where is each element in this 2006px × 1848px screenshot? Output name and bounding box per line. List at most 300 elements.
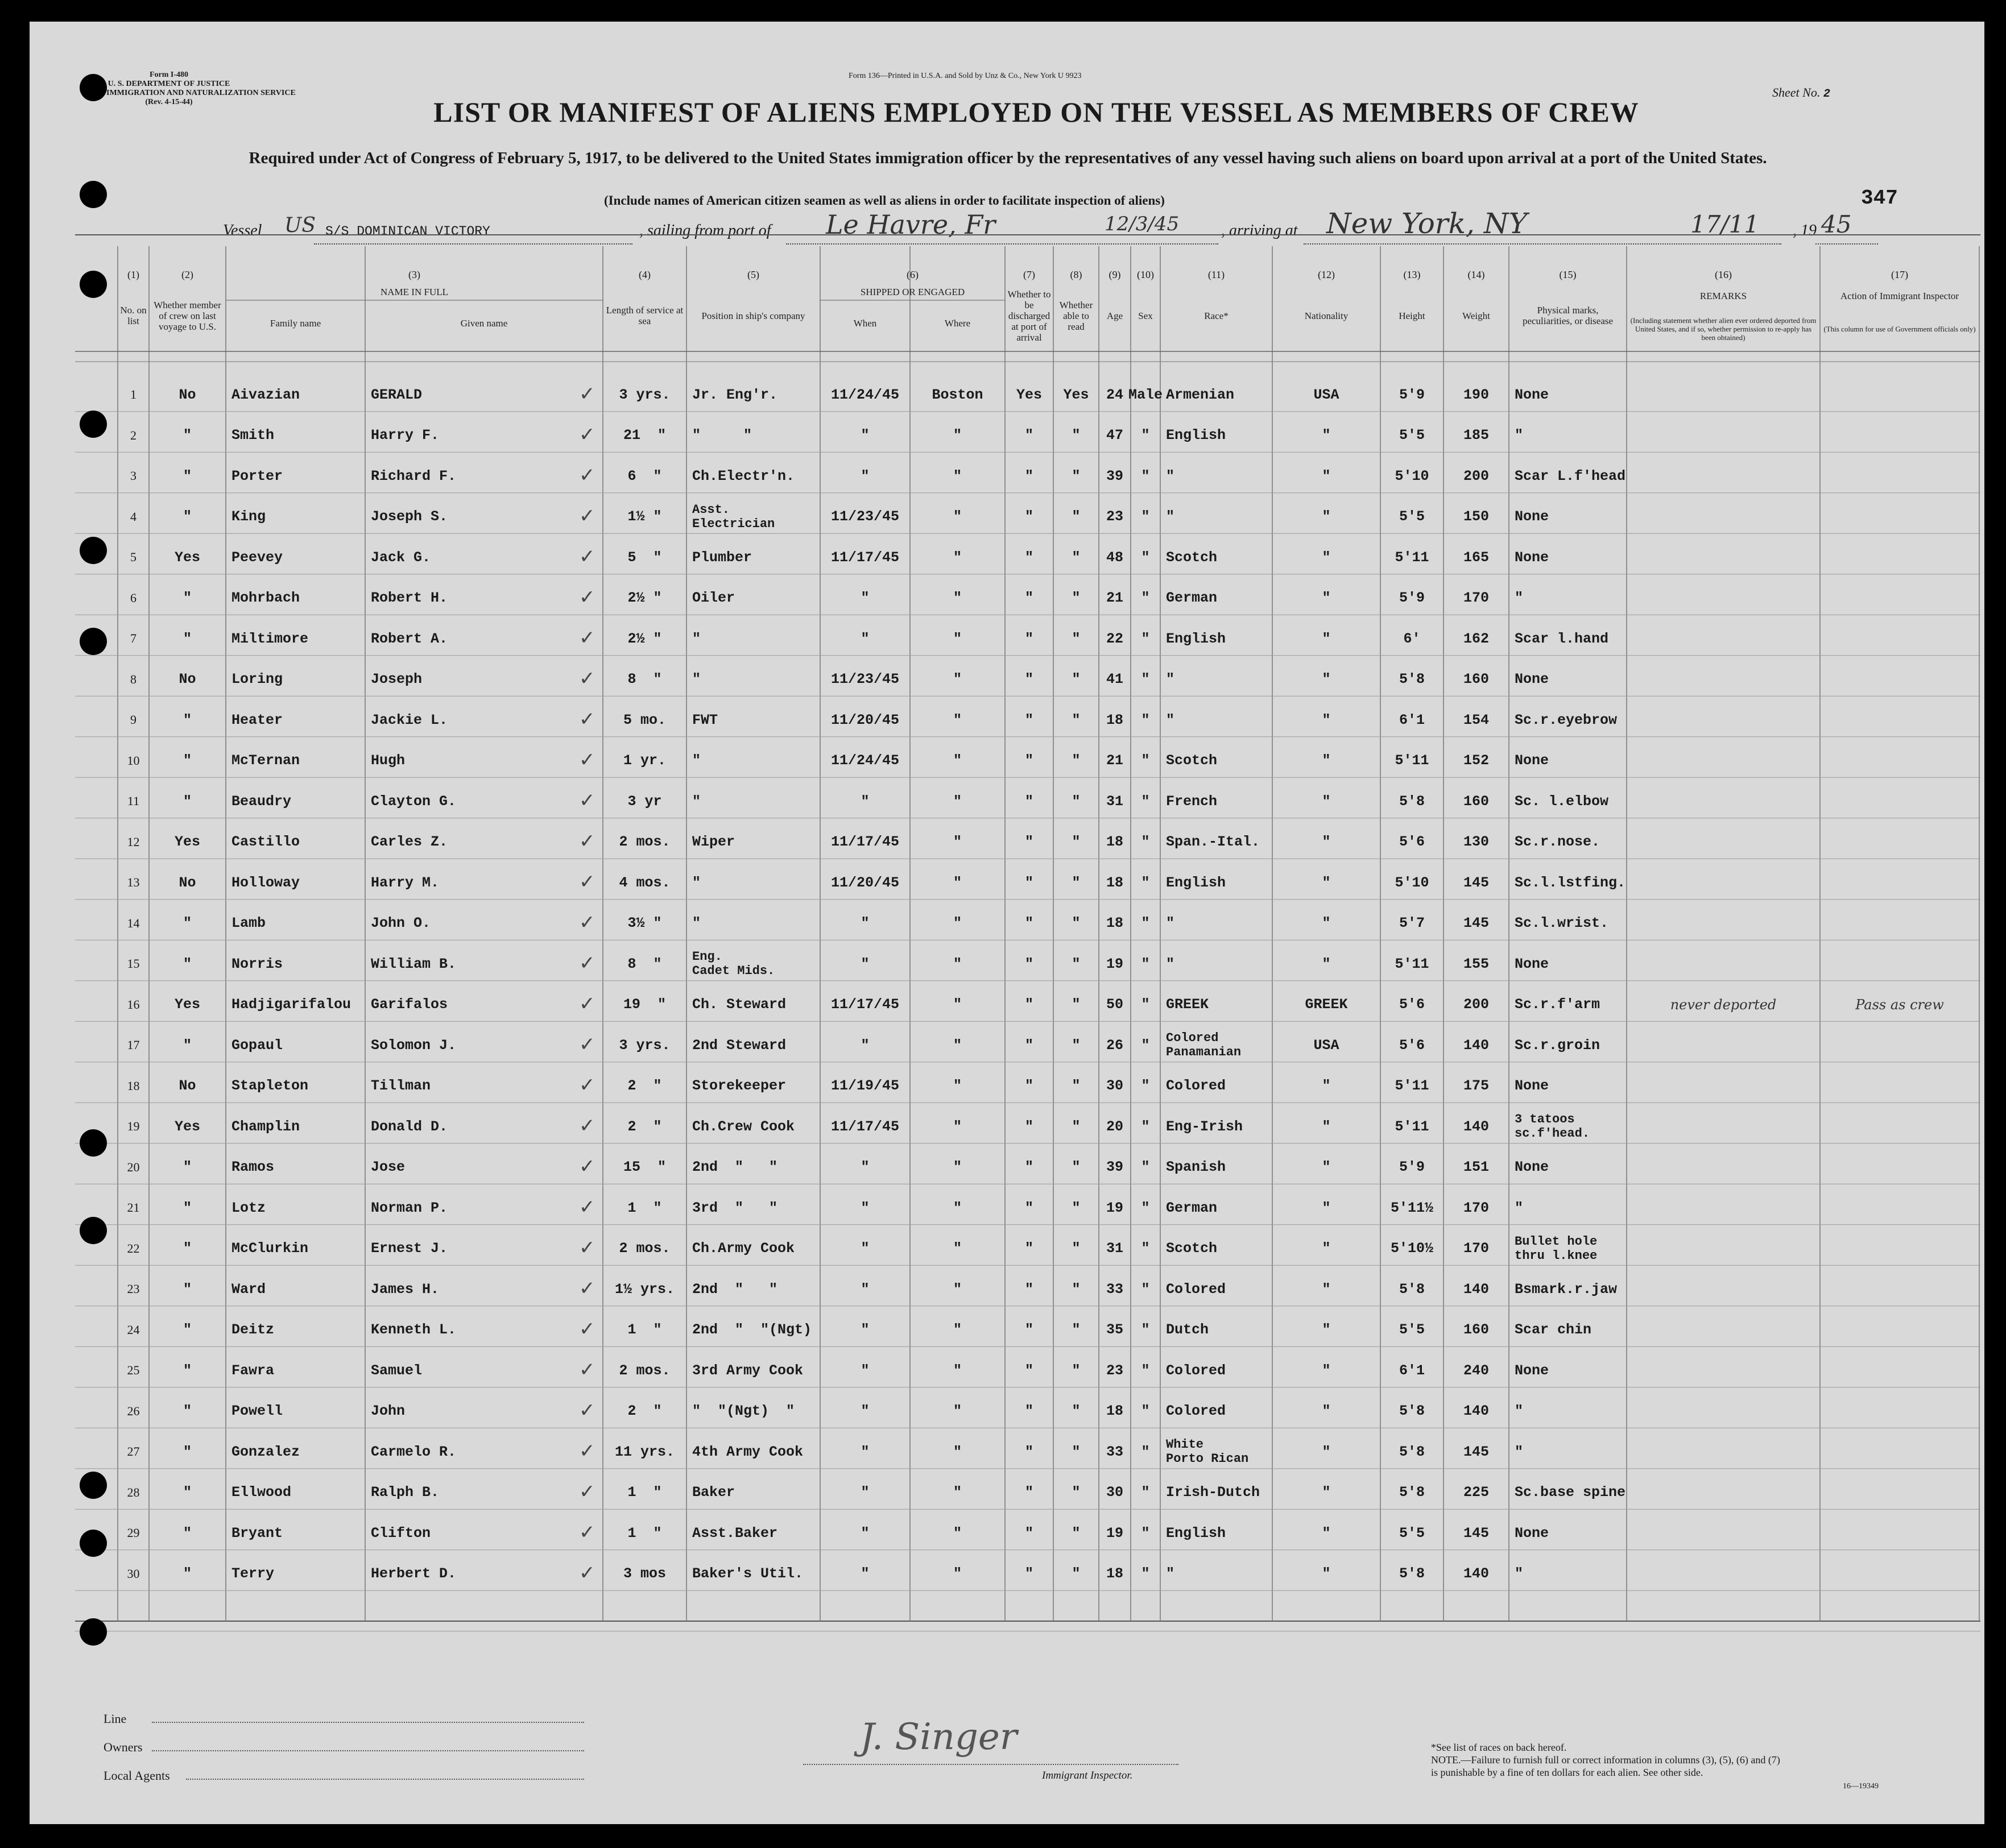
cell-read: "	[1072, 1524, 1081, 1542]
cell-last: "	[183, 1362, 192, 1379]
cell-family: Fawra	[231, 1362, 275, 1379]
cell-weight: 140	[1463, 1403, 1489, 1419]
cell-weight: 170	[1463, 1240, 1489, 1257]
vessel-prefix: US	[284, 214, 316, 237]
cell-read: "	[1072, 1199, 1081, 1216]
cell-no: 7	[130, 631, 137, 645]
cell-remarks	[1627, 618, 1820, 659]
cell-race: "	[1166, 467, 1175, 484]
cell-service: 2 "	[627, 1078, 662, 1094]
cell-where: "	[953, 427, 962, 444]
cell-when: "	[861, 1443, 870, 1460]
column-number: (13)	[1403, 268, 1421, 280]
cell-where: "	[953, 549, 962, 566]
sailing-label: , sailing from port of	[639, 222, 771, 239]
cell-when: 11/17/45	[830, 1118, 900, 1135]
punch-hole	[80, 1618, 107, 1646]
inspector-signature: J. Singer	[860, 1716, 1018, 1758]
cell-weight: 152	[1463, 752, 1489, 769]
cell-remarks	[1627, 822, 1820, 863]
cell-marks: 3 tatoos sc.f'head.	[1515, 1112, 1590, 1141]
cell-disch: "	[1024, 915, 1033, 931]
check-mark: ✓	[579, 1440, 595, 1462]
cell-service: 15 "	[623, 1159, 666, 1175]
cell-read: "	[1072, 467, 1081, 484]
cell-position: FWT	[692, 711, 718, 728]
cell-read: Yes	[1063, 386, 1089, 403]
cell-remarks	[1627, 374, 1820, 415]
cell-age: 50	[1106, 996, 1123, 1013]
cell-no: 6	[130, 590, 137, 605]
cell-action: Pass as crew	[1855, 996, 1944, 1013]
cell-service: 3 yrs.	[619, 1037, 671, 1054]
agents-rule	[186, 1779, 584, 1780]
cell-when: 11/17/45	[830, 996, 900, 1013]
cell-action	[1820, 862, 1979, 903]
cell-no: 3	[130, 469, 137, 483]
column-number: (15)	[1559, 268, 1577, 280]
footer-line-label: Line	[104, 1712, 127, 1726]
check-mark: ✓	[579, 667, 595, 690]
cell-family: King	[231, 508, 266, 525]
cell-sex: "	[1141, 427, 1150, 444]
cell-sex: "	[1141, 874, 1150, 891]
cell-no: 12	[127, 834, 140, 849]
cell-nat: GREEK	[1305, 996, 1348, 1013]
cell-when: "	[861, 630, 870, 647]
cell-read: "	[1072, 1321, 1081, 1338]
cell-service: 11 yrs.	[614, 1443, 675, 1460]
cell-race: English	[1166, 630, 1226, 647]
cell-sex: "	[1141, 834, 1150, 850]
cell-read: "	[1072, 1362, 1081, 1379]
cell-service: 19 "	[623, 996, 666, 1013]
cell-height: 5'11	[1395, 955, 1429, 972]
cell-sex: "	[1141, 793, 1150, 810]
cell-remarks	[1627, 903, 1820, 944]
cell-weight: 225	[1463, 1484, 1489, 1501]
cell-disch: "	[1024, 752, 1033, 769]
column-header: SHIPPED OR ENGAGED	[860, 286, 965, 297]
cell-family: Porter	[231, 467, 283, 484]
cell-family: Castillo	[231, 834, 300, 850]
cell-action	[1820, 578, 1979, 619]
cell-marks: "	[1515, 427, 1524, 444]
column-number: (4)	[639, 268, 651, 280]
cell-no: 27	[127, 1444, 140, 1458]
cell-marks: None	[1515, 508, 1549, 525]
cell-no: 25	[127, 1363, 140, 1377]
cell-height: 5'5	[1399, 1524, 1425, 1542]
cell-height: 5'11	[1395, 549, 1429, 566]
cell-service: 21 "	[623, 427, 666, 444]
cell-height: 5'9	[1399, 1159, 1425, 1175]
cell-weight: 165	[1463, 549, 1489, 566]
cell-action	[1820, 1553, 1979, 1594]
cell-age: 33	[1106, 1281, 1123, 1298]
cell-service: 1 yr.	[623, 752, 666, 769]
cell-where: "	[953, 752, 962, 769]
cell-nat: "	[1322, 1565, 1331, 1582]
cell-where: "	[953, 1565, 962, 1582]
cell-position: " "(Ngt) "	[692, 1403, 795, 1419]
cell-service: 3 yrs.	[619, 386, 671, 403]
cell-weight: 162	[1463, 630, 1489, 647]
column-detail: (This column for use of Government officials only)	[1823, 324, 1976, 333]
cell-disch: "	[1024, 793, 1033, 810]
cell-service: 1½ "	[627, 508, 662, 525]
cell-disch: "	[1024, 1078, 1033, 1094]
cell-given: Jackie L.	[371, 711, 448, 728]
cell-marks: Sc.r.f'arm	[1515, 996, 1600, 1013]
cell-service: 2 "	[627, 1118, 662, 1135]
cell-last: "	[183, 793, 192, 810]
cell-action	[1820, 1025, 1979, 1066]
cell-when: "	[861, 427, 870, 444]
cell-when: "	[861, 1199, 870, 1216]
cell-remarks	[1627, 1391, 1820, 1432]
cell-last: No	[179, 386, 196, 403]
cell-where: "	[953, 711, 962, 728]
column-number: (17)	[1891, 268, 1908, 280]
cell-marks: None	[1515, 671, 1549, 687]
cell-disch: "	[1024, 1037, 1033, 1054]
cell-given: Ernest J.	[371, 1240, 448, 1257]
cell-given: Jose	[371, 1159, 406, 1175]
cell-when: "	[861, 467, 870, 484]
cell-read: "	[1072, 1118, 1081, 1135]
cell-race: Span.-Ital.	[1166, 834, 1260, 850]
cell-when: "	[861, 1565, 870, 1582]
cell-age: 31	[1106, 1240, 1123, 1257]
cell-sex: "	[1141, 549, 1150, 566]
cell-action	[1820, 1228, 1979, 1269]
cell-no: 17	[127, 1038, 140, 1052]
cell-sex: "	[1141, 1281, 1150, 1298]
cell-disch: "	[1024, 834, 1033, 850]
column-header: Weight	[1462, 310, 1490, 321]
cell-family: Norris	[231, 955, 283, 972]
footer-agents-label: Local Agents	[104, 1768, 170, 1783]
column-detail: (Including statement whether alien ever ordered deported from United States, and if so, whether permission to re-apply has been obtained)	[1630, 316, 1817, 342]
cell-sex: "	[1141, 671, 1150, 687]
sailing-port: Le Havre, Fr	[826, 209, 996, 240]
cell-age: 39	[1106, 1159, 1123, 1175]
cell-nat: "	[1322, 1443, 1331, 1460]
cell-nat: "	[1322, 1403, 1331, 1419]
cell-given: James H.	[371, 1281, 440, 1298]
cell-service: 1 "	[627, 1199, 662, 1216]
cell-no: 2	[130, 428, 137, 442]
cell-nat: "	[1322, 427, 1331, 444]
cell-weight: 130	[1463, 834, 1489, 850]
cell-action	[1820, 455, 1979, 496]
cell-nat: USA	[1313, 1037, 1339, 1054]
cell-age: 48	[1106, 549, 1123, 566]
cell-no: 24	[127, 1322, 140, 1337]
cell-when: "	[861, 1037, 870, 1054]
cell-family: Mohrbach	[231, 590, 300, 606]
cell-position: Wiper	[692, 834, 735, 850]
cell-position: Plumber	[692, 549, 752, 566]
cell-family: Stapleton	[231, 1078, 309, 1094]
cell-disch: "	[1024, 1321, 1033, 1338]
cell-height: 5'10½	[1390, 1240, 1433, 1257]
cell-no: 26	[127, 1403, 140, 1418]
cell-action	[1820, 496, 1979, 537]
cell-age: 18	[1106, 834, 1123, 850]
column-header: No. on list	[120, 305, 147, 326]
cell-remarks	[1627, 781, 1820, 822]
cell-remarks	[1627, 1431, 1820, 1472]
cell-race: "	[1166, 711, 1175, 728]
column-number: (1)	[127, 268, 139, 280]
cell-weight: 185	[1463, 427, 1489, 444]
cell-position: "	[692, 915, 701, 931]
cell-disch: "	[1024, 1159, 1033, 1175]
cell-family: Miltimore	[231, 630, 309, 647]
cell-no: 14	[127, 915, 140, 930]
cell-height: 5'9	[1399, 386, 1425, 403]
cell-remarks	[1627, 1513, 1820, 1553]
note: (Include names of American citizen seamen as well as aliens in order to facilitate inspection of aliens)	[604, 193, 1165, 208]
cell-no: 4	[130, 509, 137, 524]
cell-given: Clifton	[371, 1524, 431, 1542]
column-number: (14)	[1467, 268, 1485, 280]
check-mark: ✓	[579, 911, 595, 934]
inspector-label: Immigrant Inspector.	[1042, 1770, 1133, 1781]
cell-position: 2nd " "	[692, 1281, 778, 1298]
cell-last: Yes	[174, 1118, 200, 1135]
cell-weight: 175	[1463, 1078, 1489, 1094]
cell-age: 18	[1106, 1403, 1123, 1419]
column-number: (2)	[181, 268, 193, 280]
cell-race: Colored	[1166, 1281, 1226, 1298]
cell-weight: 145	[1463, 915, 1489, 931]
cell-age: 18	[1106, 1565, 1123, 1582]
cell-race: Spanish	[1166, 1159, 1226, 1175]
cell-where: "	[953, 1362, 962, 1379]
vessel-label: Vessel	[223, 222, 262, 239]
cell-remarks	[1627, 1147, 1820, 1188]
cell-action	[1820, 1513, 1979, 1553]
cell-height: 6'	[1403, 630, 1421, 647]
cell-service: 8 "	[627, 955, 662, 972]
cell-weight: 200	[1463, 467, 1489, 484]
cell-disch: "	[1024, 630, 1033, 647]
cell-family: Terry	[231, 1565, 275, 1582]
cell-read: "	[1072, 549, 1081, 566]
column-number: (16)	[1715, 268, 1732, 280]
cell-no: 9	[130, 712, 137, 727]
cell-marks: None	[1515, 752, 1549, 769]
cell-height: 6'1	[1399, 1362, 1425, 1379]
cell-where: "	[953, 874, 962, 891]
cell-sex: "	[1141, 630, 1150, 647]
cell-race: English	[1166, 427, 1226, 444]
punch-hole	[80, 537, 107, 564]
cell-race: "	[1166, 955, 1175, 972]
column-subheader: Family name	[270, 317, 321, 329]
check-mark: ✓	[579, 708, 595, 731]
cell-read: "	[1072, 1565, 1081, 1582]
cell-last: "	[183, 1037, 192, 1054]
cell-sex: "	[1141, 955, 1150, 972]
cell-service: 3½ "	[627, 915, 662, 931]
cell-when: "	[861, 1524, 870, 1542]
cell-service: 1 "	[627, 1484, 662, 1501]
manifest-sheet	[30, 22, 1984, 1824]
cell-sex: "	[1141, 1118, 1150, 1135]
cell-service: 5 "	[627, 549, 662, 566]
sailing-date: 12/3/45	[1105, 213, 1180, 235]
cell-disch: "	[1024, 1362, 1033, 1379]
cell-where: "	[953, 508, 962, 525]
column-subheader: Given name	[460, 317, 508, 329]
cell-when: "	[861, 1321, 870, 1338]
cell-where: "	[953, 955, 962, 972]
cell-position: "	[692, 671, 701, 687]
cell-action	[1820, 1391, 1979, 1432]
cell-last: "	[183, 1524, 192, 1542]
cell-remarks	[1627, 1025, 1820, 1066]
cell-nat: "	[1322, 1199, 1331, 1216]
cell-marks: None	[1515, 1524, 1549, 1542]
cell-sex: Male	[1128, 386, 1163, 403]
column-subheader: Where	[944, 317, 971, 329]
cell-nat: "	[1322, 630, 1331, 647]
cell-race: German	[1166, 590, 1218, 606]
cell-weight: 140	[1463, 1565, 1489, 1582]
line-rule	[152, 1722, 584, 1723]
cell-read: "	[1072, 1159, 1081, 1175]
cell-nat: "	[1322, 711, 1331, 728]
cell-given: Joseph S.	[371, 508, 448, 525]
cell-age: 22	[1106, 630, 1123, 647]
cell-disch: "	[1024, 467, 1033, 484]
cell-marks: Sc.r.nose.	[1515, 834, 1600, 850]
cell-disch: "	[1024, 1240, 1033, 1257]
punch-hole	[80, 74, 107, 101]
column-header: Sex	[1138, 310, 1153, 321]
cell-disch: "	[1024, 1565, 1033, 1582]
cell-sex: "	[1141, 1524, 1150, 1542]
cell-when: 11/20/45	[830, 711, 900, 728]
cell-when: 11/23/45	[830, 671, 900, 687]
column-header: Nationality	[1304, 310, 1349, 321]
cell-last: "	[183, 752, 192, 769]
cell-age: 39	[1106, 467, 1123, 484]
cell-race: GREEK	[1166, 996, 1209, 1013]
cell-position: 2nd " "	[692, 1159, 778, 1175]
cell-remarks	[1627, 578, 1820, 619]
cell-disch: "	[1024, 590, 1033, 606]
cell-remarks	[1627, 1187, 1820, 1228]
cell-sex: "	[1141, 467, 1150, 484]
cell-last: "	[183, 1281, 192, 1298]
cell-given: Harry F.	[371, 427, 440, 444]
owners-rule	[152, 1750, 584, 1751]
cell-weight: 145	[1463, 1443, 1489, 1460]
cell-read: "	[1072, 752, 1081, 769]
cell-family: Powell	[231, 1403, 283, 1419]
cell-given: Joseph	[371, 671, 423, 687]
cell-action	[1820, 374, 1979, 415]
punch-hole	[80, 1472, 107, 1499]
cell-remarks	[1627, 699, 1820, 740]
cell-read: "	[1072, 508, 1081, 525]
column-header: Height	[1399, 310, 1425, 321]
cell-position: 4th Army Cook	[692, 1443, 804, 1460]
cell-nat: "	[1322, 752, 1331, 769]
cell-service: 4 mos.	[619, 874, 671, 891]
cell-nat: "	[1322, 955, 1331, 972]
punch-hole	[80, 1530, 107, 1557]
cell-disch: "	[1024, 1524, 1033, 1542]
cell-when: "	[861, 1281, 870, 1298]
cell-given: Kenneth L.	[371, 1321, 457, 1338]
cell-action	[1820, 1472, 1979, 1513]
column-header: Action of Immigrant Inspector	[1840, 290, 1959, 301]
cell-sex: "	[1141, 1078, 1150, 1094]
cell-last: No	[179, 874, 196, 891]
cell-where: "	[953, 1240, 962, 1257]
cell-marks: Scar L.f'head	[1515, 467, 1626, 484]
cell-remarks	[1627, 415, 1820, 456]
punch-hole	[80, 271, 107, 298]
punch-hole	[80, 1129, 107, 1157]
cell-where: "	[953, 671, 962, 687]
check-mark: ✓	[579, 748, 595, 772]
cell-service: 1½ yrs.	[614, 1281, 675, 1298]
cell-action	[1820, 537, 1979, 578]
check-mark: ✓	[579, 1155, 595, 1178]
cell-read: "	[1072, 1037, 1081, 1054]
cell-when: "	[861, 1240, 870, 1257]
cell-where: "	[953, 1037, 962, 1054]
cell-height: 5'8	[1399, 1484, 1425, 1501]
punch-hole	[80, 181, 107, 208]
cell-sex: "	[1141, 752, 1150, 769]
cell-family: Beaudry	[231, 793, 292, 810]
cell-age: 19	[1106, 1524, 1123, 1542]
cell-marks: None	[1515, 1362, 1549, 1379]
subtitle: Required under Act of Congress of February 5, 1917, to be delivered to the United States immigration officer by the representatives of any vessel having such aliens on board upon arrival at a port of the United States.	[249, 149, 1767, 167]
check-mark: ✓	[579, 1358, 595, 1381]
cell-given: Herbert D.	[371, 1565, 457, 1582]
check-mark: ✓	[579, 1114, 595, 1137]
page-title: LIST OR MANIFEST OF ALIENS EMPLOYED ON THE VESSEL AS MEMBERS OF CREW	[433, 96, 1639, 128]
cell-when: 11/19/45	[830, 1078, 900, 1094]
cell-last: "	[183, 590, 192, 606]
cell-action	[1820, 943, 1979, 984]
cell-height: 5'9	[1399, 590, 1425, 606]
cell-service: 2 "	[627, 1403, 662, 1419]
cell-read: "	[1072, 834, 1081, 850]
cell-sex: "	[1141, 996, 1150, 1013]
cell-read: "	[1072, 793, 1081, 810]
cell-where: "	[953, 1118, 962, 1135]
check-mark: ✓	[579, 586, 595, 609]
cell-when: 11/20/45	[830, 874, 900, 891]
cell-remarks	[1627, 1228, 1820, 1269]
cell-marks: "	[1515, 1199, 1524, 1216]
cell-race: German	[1166, 1199, 1218, 1216]
cell-remarks	[1627, 1269, 1820, 1310]
cell-when: 11/23/45	[830, 508, 900, 525]
check-mark: ✓	[579, 1480, 595, 1503]
cell-where: "	[953, 996, 962, 1013]
